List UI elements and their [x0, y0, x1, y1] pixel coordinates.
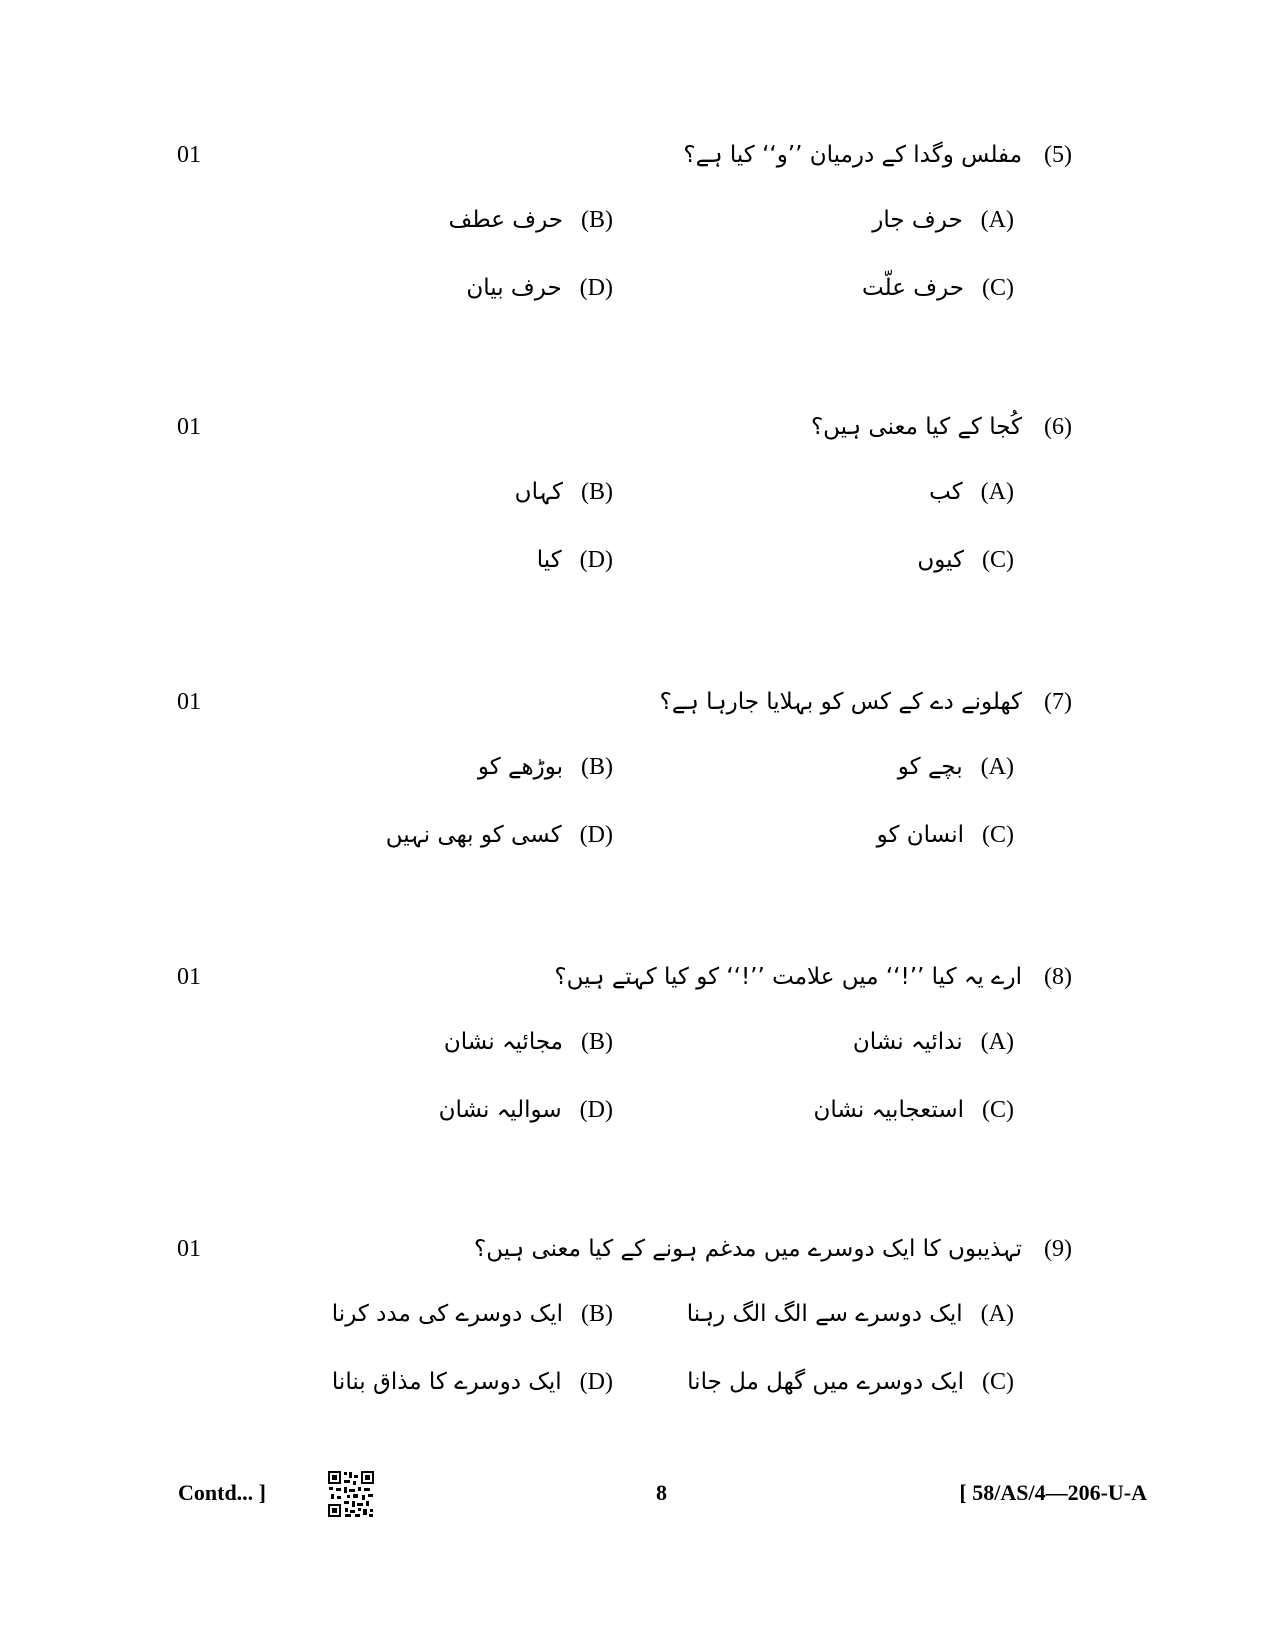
question-9: [0, 1234, 1280, 1454]
option-text: کسی کو بھی نہیں: [385, 822, 562, 848]
option-label: (C): [982, 822, 1014, 848]
option-a: [853, 1027, 1014, 1057]
option-label: (A): [980, 754, 1014, 780]
option-label: (B): [581, 1301, 613, 1327]
option-label: (C): [982, 547, 1014, 573]
option-label: (C): [982, 1369, 1014, 1395]
question-line: [683, 140, 1072, 170]
option-b: [515, 477, 613, 507]
question-marks: 01: [177, 964, 201, 990]
question-marks: 01: [177, 142, 201, 168]
option-d: [386, 820, 613, 850]
option-label: (D): [579, 822, 613, 848]
option-text: بچے کو: [897, 754, 963, 780]
question-marks: 01: [177, 689, 201, 715]
question-number: (9): [1044, 1236, 1072, 1262]
question-marks: 01: [177, 1236, 201, 1262]
option-c: [687, 1367, 1014, 1397]
option-label: (B): [581, 1029, 613, 1055]
question-text: ارے یہ کیا ’’!‘‘ میں علامت ’’!‘‘ کو کیا کہتے ہیں؟: [554, 964, 1023, 990]
option-text: حرف عطف: [448, 207, 563, 233]
question-line: [554, 962, 1072, 992]
option-b: [332, 1299, 613, 1329]
option-label: (D): [579, 1097, 613, 1123]
option-text: کہاں: [514, 479, 563, 505]
option-label: (C): [982, 1097, 1014, 1123]
question-line: [811, 412, 1072, 442]
option-d: [439, 1095, 613, 1125]
question-text: تہذیبوں کا ایک دوسرے میں مدغم ہونے کے کیا معنی ہیں؟: [474, 1236, 1023, 1262]
option-c: [917, 545, 1014, 575]
option-text: کیا: [536, 547, 562, 573]
question-8: [0, 962, 1280, 1182]
option-text: ندائیہ نشان: [852, 1029, 963, 1055]
qr-code-icon: [327, 1470, 375, 1518]
question-6: [0, 412, 1280, 632]
option-label: (A): [980, 479, 1014, 505]
option-a: [687, 1299, 1014, 1329]
option-text: انسان کو: [876, 822, 964, 848]
option-text: ایک دوسرے کی مدد کرنا: [331, 1301, 563, 1327]
option-text: حرف بیان: [466, 275, 562, 301]
option-label: (D): [579, 275, 613, 301]
question-text: مفلس وگدا کے درمیان ’’و‘‘ کیا ہے؟: [683, 142, 1023, 168]
option-text: کیوں: [917, 547, 964, 573]
option-label: (D): [579, 547, 613, 573]
contd-label: Contd... ]: [178, 1480, 267, 1505]
page-footer: [0, 1470, 1280, 1530]
option-c: [877, 820, 1014, 850]
option-c: [862, 273, 1014, 303]
option-a: [929, 477, 1014, 507]
question-7: [0, 687, 1280, 907]
option-c: [814, 1095, 1015, 1125]
option-text: حرف علّت: [862, 275, 964, 301]
option-a: [898, 752, 1014, 782]
option-text: استعجابیہ نشان: [813, 1097, 964, 1123]
option-label: (B): [581, 754, 613, 780]
option-a: [872, 205, 1014, 235]
question-5: [0, 140, 1280, 360]
paper-code: [ 58/AS/4—206-U-A: [959, 1480, 1147, 1505]
option-d: [537, 545, 613, 575]
option-text: ایک دوسرے میں گھل مل جانا: [687, 1369, 964, 1395]
option-label: (A): [980, 1029, 1014, 1055]
option-label: (D): [579, 1369, 613, 1395]
option-d: [332, 1367, 613, 1397]
option-label: (B): [581, 207, 613, 233]
option-text: ایک دوسرے سے الگ الگ رہنا: [686, 1301, 963, 1327]
option-label: (A): [980, 1301, 1014, 1327]
question-line: [660, 687, 1072, 717]
question-number: (8): [1044, 964, 1072, 990]
option-text: سوالیہ نشان: [438, 1097, 562, 1123]
option-label: (A): [980, 207, 1014, 233]
question-line: [474, 1234, 1072, 1264]
option-text: بوڑھے کو: [477, 754, 563, 780]
option-b: [478, 752, 613, 782]
option-label: (B): [581, 479, 613, 505]
option-text: کب: [929, 479, 963, 505]
question-number: (6): [1044, 414, 1072, 440]
option-b: [444, 1027, 613, 1057]
option-d: [466, 273, 613, 303]
page-number: 8: [656, 1480, 667, 1505]
option-text: حرف جار: [872, 207, 963, 233]
option-text: ایک دوسرے کا مذاق بنانا: [331, 1369, 562, 1395]
option-text: مجائیہ نشان: [443, 1029, 563, 1055]
question-text: کُجا کے کیا معنی ہیں؟: [810, 414, 1023, 440]
option-label: (C): [982, 275, 1014, 301]
question-number: (7): [1044, 689, 1072, 715]
question-text: کھلونے دے کے کس کو بہلایا جارہا ہے؟: [659, 689, 1023, 715]
option-b: [449, 205, 613, 235]
question-marks: 01: [177, 414, 201, 440]
question-number: (5): [1044, 142, 1072, 168]
